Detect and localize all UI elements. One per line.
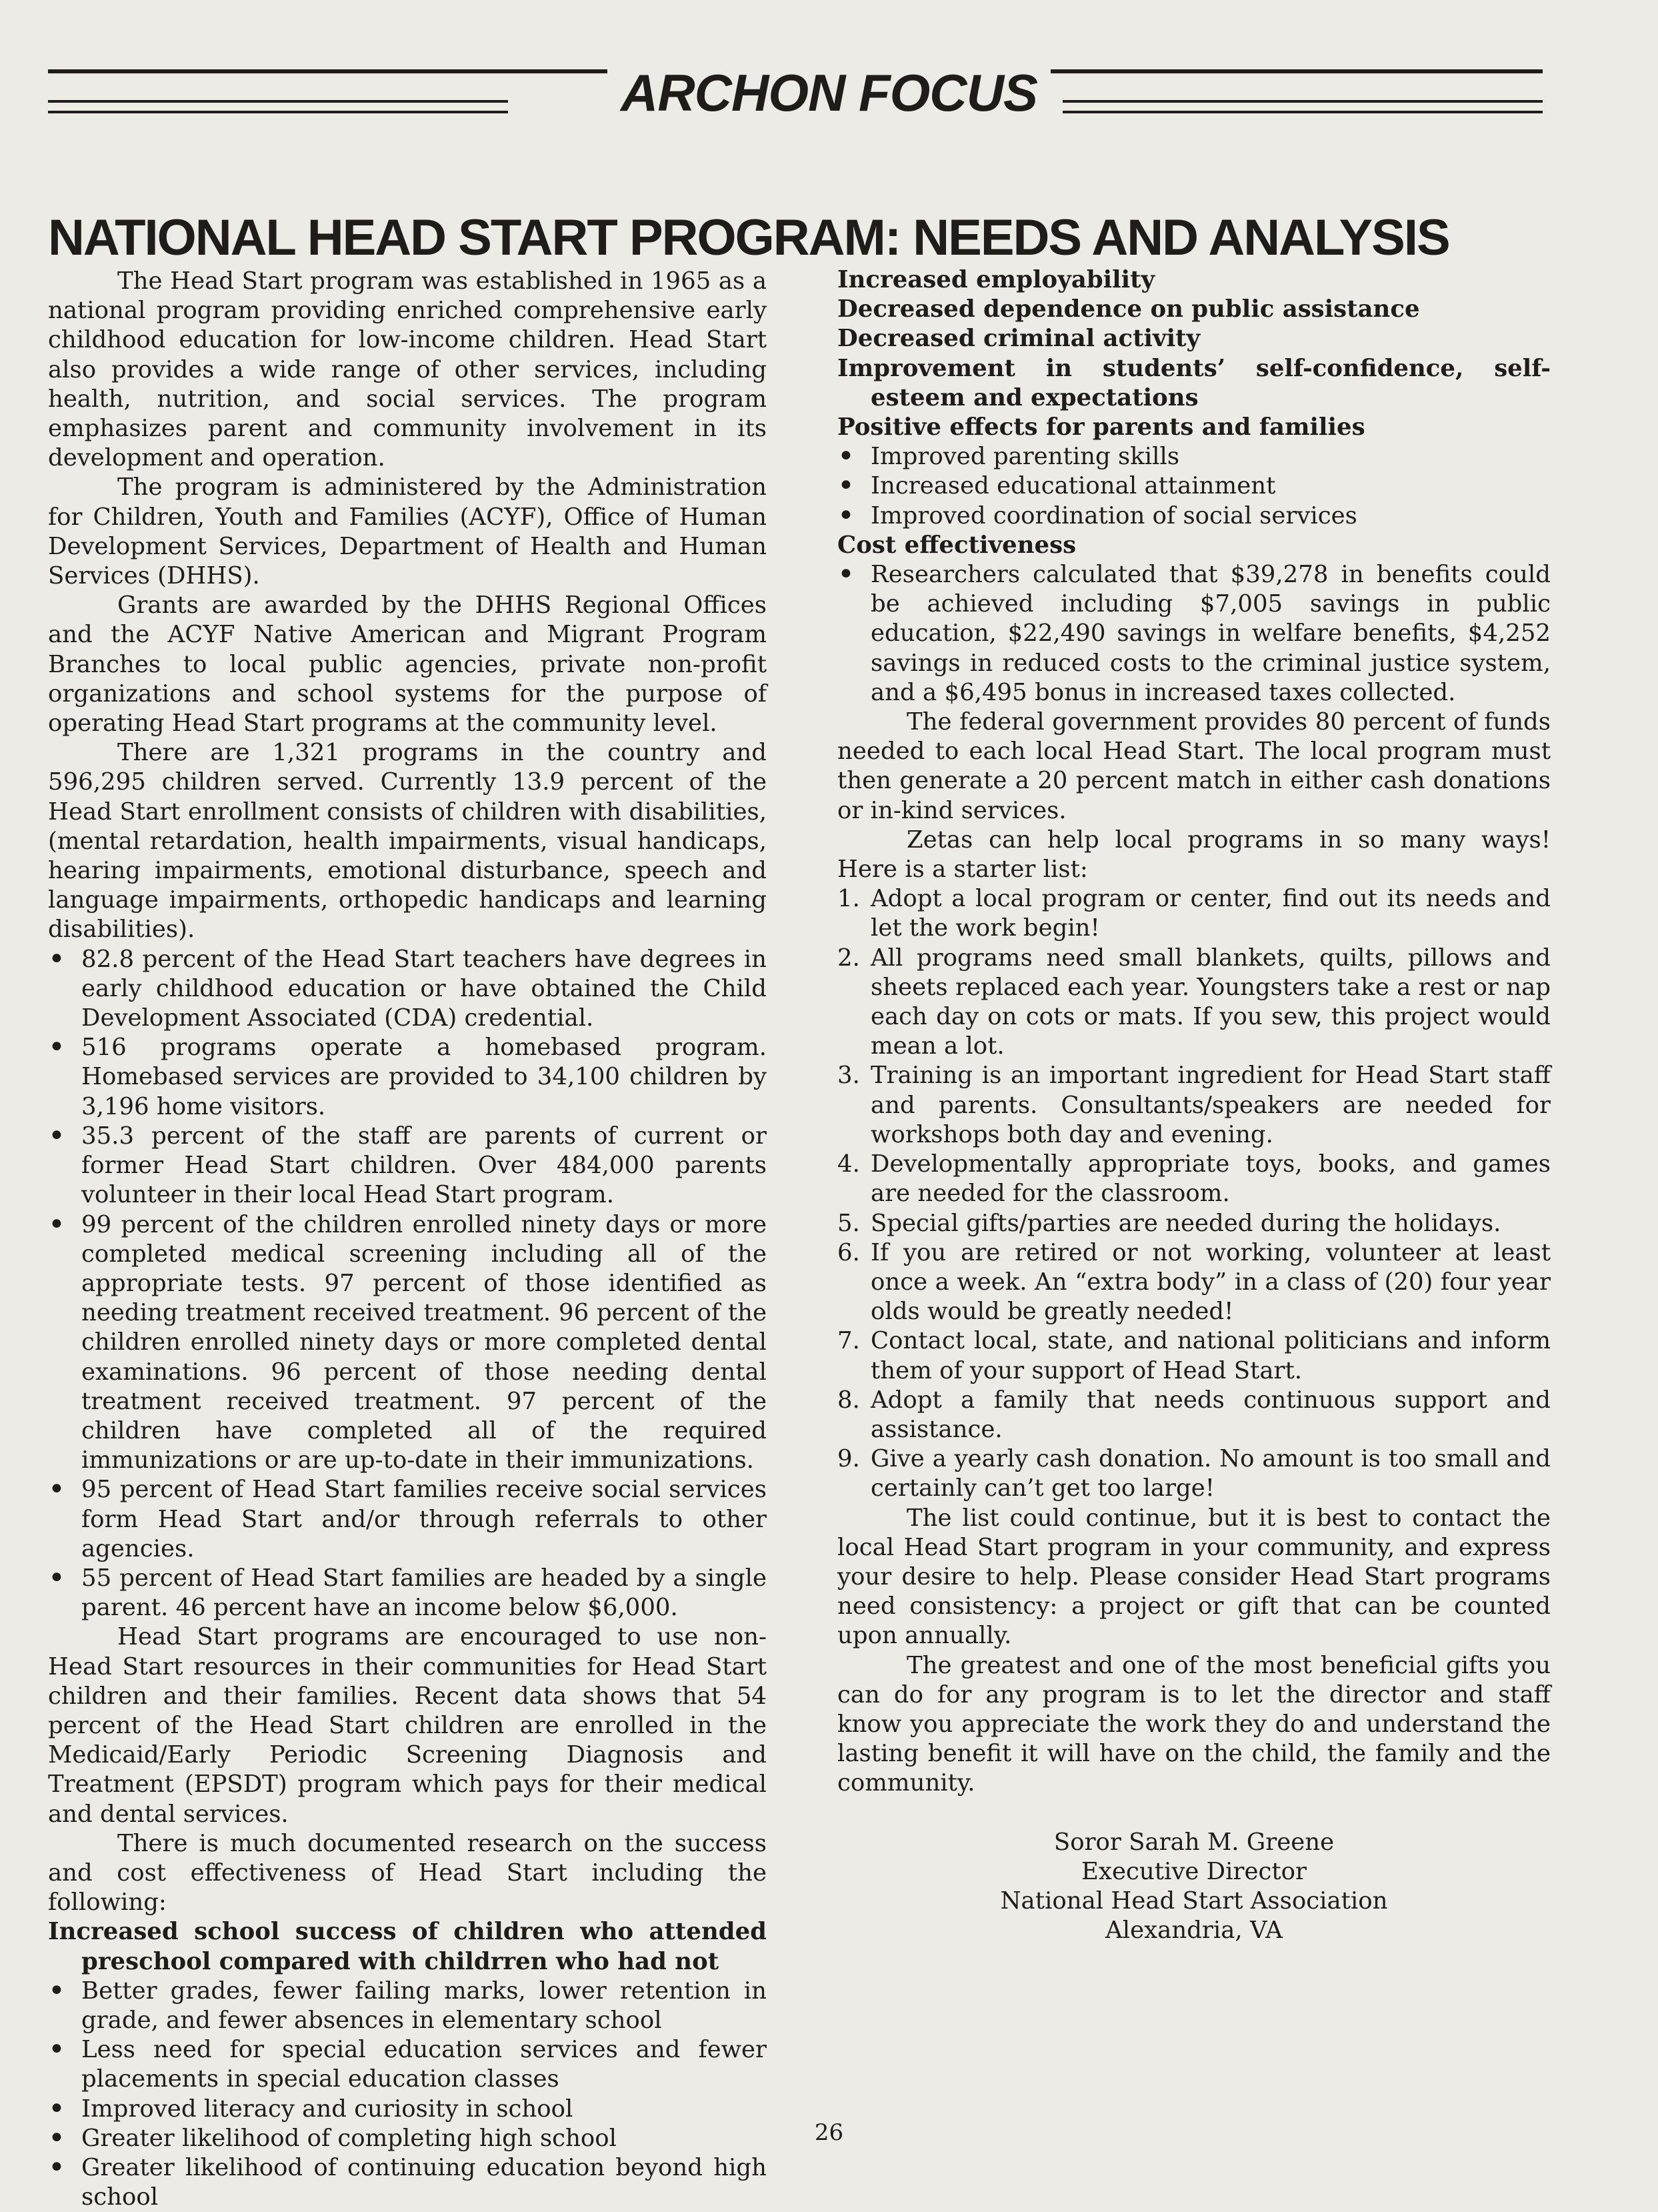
list-number: 9. (837, 1445, 860, 1473)
list-text: All programs need small blankets, quilts, pillows and sheets replaced each year. Youngsters take a rest or nap each day on cots or mats. If you sew, this project would mean a lot. (871, 944, 1551, 1060)
starter-list (837, 884, 1551, 1503)
school-success-heading: Increased school success of children who attended preschool compared with childrren who had not (48, 1918, 767, 1975)
list-item: • Increased educational attainment (837, 471, 1551, 501)
left-column (48, 267, 767, 2212)
parents-heading: Positive effects for parents and families (837, 413, 1365, 441)
cost-heading: Cost effectiveness (837, 531, 1077, 559)
cost-list (837, 560, 1551, 708)
paragraph: Grants are awarded by the DHHS Regional Offices and the ACYF Native American and Migrant Program Branches to local public agencies, private non-profit organizations and school systems for the purpose of operating Head Start programs at the community level. (48, 592, 767, 738)
list-item: • 35.3 percent of the staff are parents of current or former Head Start children. Over 484,000 parents volunteer in their local Head Start program. (48, 1122, 767, 1210)
list-item (837, 884, 1551, 943)
list-item (837, 1061, 1551, 1150)
outcome-heading: Improvement in students’ self-confidence, self-esteem and expectations (837, 354, 1551, 411)
signature-position: Executive Director (1081, 1857, 1307, 1885)
list-number: 4. (837, 1150, 860, 1178)
list-item (837, 1150, 1551, 1208)
list-text: Developmentally appropriate toys, books, and games are needed for the classroom. (871, 1150, 1551, 1208)
school-success-list (48, 1977, 767, 2212)
paragraph: The list could continue, but it is best to contact the local Head Start program in your community, and express your desire to help. Please consider Head Start programs need consistency: a project or gift that can be counted upon annually. (837, 1504, 1551, 1650)
page-number: 26 (814, 2119, 844, 2146)
right-column (837, 265, 1551, 1945)
list-item: • 55 percent of Head Start families are headed by a single parent. 46 percent have an income below $6,000. (48, 1564, 767, 1622)
list-number: 3. (837, 1062, 860, 1090)
list-item: • Researchers calculated that $39,278 in benefits could be achieved including $7,005 savings in public education, $22,490 savings in welfare benefits, $4,252 savings in reduced costs to the criminal justice system, and a $6,495 bonus in increased taxes collected. (837, 560, 1551, 708)
list-item: • 82.8 percent of the Head Start teachers have degrees in early childhood education or have obtained the Child Development Associated (CDA) credential. (48, 945, 767, 1034)
list-item: • Greater likelihood of continuing education beyond high school (48, 2153, 767, 2212)
section-header (0, 63, 1658, 122)
list-item: • Less need for special education services and fewer placements in special education classes (48, 2035, 767, 2094)
list-number: 1. (837, 885, 860, 913)
signature-organization: National Head Start Association (1000, 1887, 1388, 1915)
paragraph: The Head Start program was established in 1965 as a national program providing enriched comprehensive early childhood education for low-income children. Head Start also provides a wide range of other services, including health, nutrition, and social services. The program emphasizes parent and community involvement in its development and operation. (48, 267, 767, 472)
list-item: • 516 programs operate a homebased program. Homebased services are provided to 34,100 children by 3,196 home visitors. (48, 1033, 767, 1122)
list-item (837, 1209, 1551, 1238)
list-item (837, 1444, 1551, 1503)
list-item: • Improved coordination of social services (837, 501, 1551, 531)
paragraph: The greatest and one of the most beneficial gifts you can do for any program is to let the director and staff know you appreciate the work they do and understand the lasting benefit it will have on the child, the family and the community. (837, 1651, 1551, 1797)
list-item: • Better grades, fewer failing marks, lower retention in grade, and fewer absences in elementary school (48, 1977, 767, 2035)
list-number: 5. (837, 1209, 860, 1237)
section-header-label: ARCHON FOCUS (607, 63, 1051, 122)
statistics-list (48, 945, 767, 1623)
list-number: 2. (837, 944, 860, 972)
list-text: If you are retired or not working, volunteer at least once a week. An “extra body” in a class of (20) four year olds would be greatly needed! (871, 1238, 1551, 1326)
article-title: NATIONAL HEAD START PROGRAM: NEEDS AND ANALYSIS (48, 209, 1449, 266)
paragraph: Head Start programs are encouraged to use non-Head Start resources in their communities for Head Start children and their families. Recent data shows that 54 percent of the Head Start children are enrolled in the Medicaid/Early Periodic Screening Diagnosis and Treatment (EPSDT) program which pays for their medical and dental services. (48, 1623, 767, 1828)
paragraph: The federal government provides 80 percent of funds needed to each local Head Start. The local program must then generate a 20 percent match in either cash donations or in-kind services. (837, 708, 1551, 824)
list-item (837, 1238, 1551, 1327)
paragraph: Zetas can help local programs in so many ways! Here is a starter list: (837, 826, 1551, 884)
list-item (837, 1386, 1551, 1444)
list-number: 8. (837, 1386, 860, 1414)
list-item: • Greater likelihood of completing high school (48, 2124, 767, 2153)
list-item: • Improved parenting skills (837, 442, 1551, 471)
list-text: Adopt a local program or center, find out its needs and let the work begin! (871, 885, 1551, 942)
signature-block (837, 1828, 1551, 1946)
parents-list (837, 442, 1551, 531)
outcome-heading: Decreased dependence on public assistance (837, 295, 1420, 323)
paragraph: There are 1,321 programs in the country and 596,295 children served. Currently 13.9 percent of the Head Start enrollment consists of children with disabilities, (mental retardation, health impairments, visual handicaps, hearing impairments, emotional disturbance, speech and language impairments, orthopedic handicaps and learning disabilities). (48, 739, 767, 944)
list-number: 7. (837, 1327, 860, 1355)
list-item (837, 1326, 1551, 1385)
list-text: Adopt a family that needs continuous support and assistance. (871, 1386, 1551, 1443)
list-item: • Improved literacy and curiosity in school (48, 2095, 767, 2124)
list-text: Special gifts/parties are needed during the holidays. (871, 1209, 1501, 1237)
list-item: • 95 percent of Head Start families receive social services form Head Start and/or through referrals to other agencies. (48, 1475, 767, 1564)
list-number: 6. (837, 1238, 860, 1266)
list-text: Training is an important ingredient for Head Start staff and parents. Consultants/speakers are needed for workshops both day and evening. (871, 1062, 1551, 1148)
list-item (837, 944, 1551, 1062)
list-text: Contact local, state, and national politicians and inform them of your support of Head Start. (871, 1327, 1551, 1384)
signature-location: Alexandria, VA (1105, 1917, 1283, 1945)
paragraph: The program is administered by the Administration for Children, Youth and Families (ACYF), Office of Human Development Services, Department of Health and Human Services (DHHS). (48, 473, 767, 590)
signature-name: Soror Sarah M. Greene (1053, 1828, 1335, 1856)
outcome-heading: Decreased criminal activity (837, 325, 1201, 353)
outcome-heading: Increased employability (837, 266, 1155, 293)
list-item: • 99 percent of the children enrolled ninety days or more completed medical screening including all of the appropriate tests. 97 percent of those identified as needing treatment received treatment. 96 percent of the children enrolled ninety days or more completed dental examinations. 96 percent of those needing dental treatment received treatment. 97 percent of the children have completed all of the required immunizations or are up-to-date in their immunizations. (48, 1210, 767, 1476)
list-text: Give a yearly cash donation. No amount is too small and certainly can’t get too large! (871, 1445, 1551, 1502)
paragraph: There is much documented research on the success and cost effectiveness of Head Start including the following: (48, 1829, 767, 1917)
